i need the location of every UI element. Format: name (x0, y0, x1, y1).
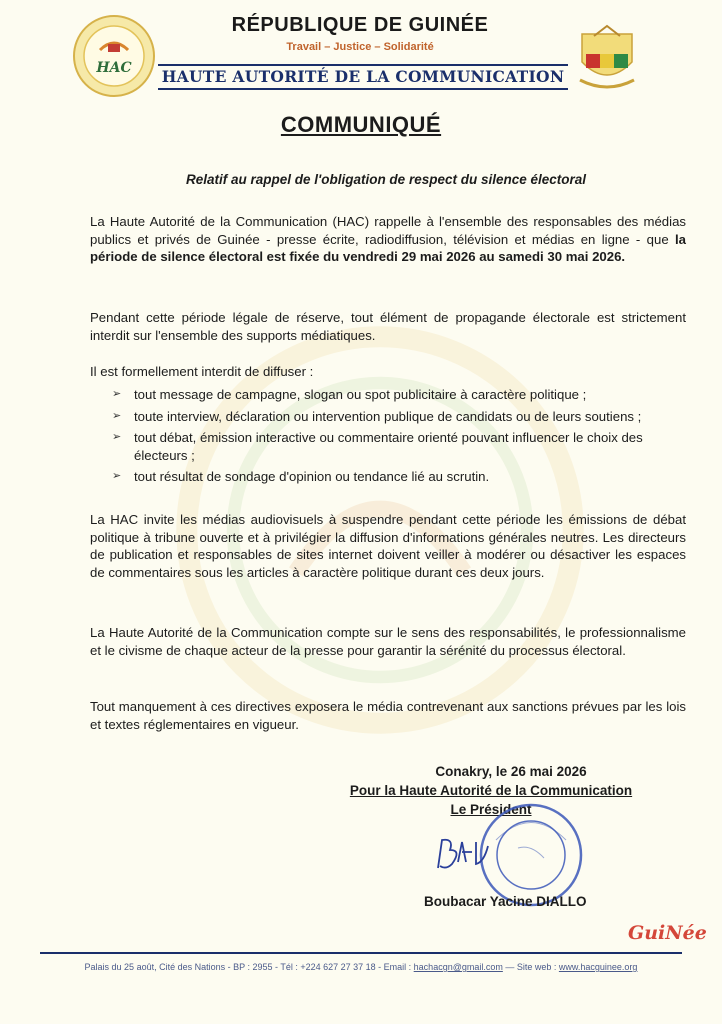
footer-phone: - BP : 2955 - Tél : +224 627 27 37 18 - Email : (227, 962, 414, 972)
list-item-text: tout résultat de sondage d'opinion ou tendance lié au scrutin. (134, 469, 490, 484)
motto-separator: – (371, 41, 384, 53)
intro-text: La Haute Autorité de la Communication (HAC) rappelle à l'ensemble des responsables des médias publics et privés de Guinée - presse écrite, radiodiffusion, télévision et médias en ligne - que (90, 214, 686, 247)
hac-seal-icon (72, 14, 156, 98)
guinee-brand-logo: GuiNée (628, 922, 707, 944)
signature-role: Le Président (450, 802, 532, 817)
authority-banner: HAUTE AUTORITÉ DE LA COMMUNICATION (158, 64, 568, 90)
signature-organization: Pour la Haute Autorité de la Communication (349, 783, 633, 798)
arrow-bullet-icon: ➢ (112, 431, 122, 443)
footer-site-label: — Site web : (502, 962, 559, 972)
silence-period-text: la période de silence électoral est fixée du vendredi 29 mai 2026 au samedi 30 mai 2026. (90, 231, 686, 264)
motto-work: Travail (286, 41, 322, 53)
national-motto (150, 41, 570, 53)
list-item-text: toute interview, déclaration ou intervention publique de candidats ou de leurs soutiens ; (134, 408, 642, 424)
arrow-bullet-icon: ➢ (112, 409, 122, 422)
paragraph-reserve: Pendant cette période légale de réserve, tout élément de propagande électorale est strictement interdit sur l'ensemble des supports médiatiques. (90, 310, 686, 343)
paragraph-responsibility: La Haute Autorité de la Communication compte sur le sens des responsabilités, le professionnalisme et le civisme de chaque acteur de la presse pour garantir la sérénité du processus électoral. (90, 625, 686, 658)
paragraph-sanctions: Tout manquement à ces directives exposera le média contrevenant aux sanctions prévues par les lois et textes réglementaires en vigueur. (90, 699, 686, 732)
prohibition-list (108, 386, 688, 490)
arrow-bullet-icon: ➢ (112, 388, 122, 400)
paragraph-media-invitation: La HAC invite les médias audiovisuels à suspendre pendant cette période les émissions de débat politique à tribune ouverte et à privilégier la diffusion d'informations générales neutres. Les directeurs de publication et responsables de sites internet doivent veiller à modérer ou désactiver les espaces de commentaires sous les articles à caractère politique durant ces deux jours. (90, 512, 686, 580)
handwritten-signature-icon (432, 832, 492, 876)
arrow-bullet-icon: ➢ (112, 470, 122, 482)
list-item (108, 386, 688, 404)
motto-solidarity: Solidarité (383, 41, 434, 53)
motto-separator: – (321, 41, 334, 53)
document-title: COMMUNIQUÉ (280, 112, 442, 137)
signature-date-place: Conakry, le 26 mai 2026 (435, 764, 587, 779)
footer-divider (40, 952, 682, 954)
footer-email-link[interactable]: hachacgn@gmail.com (413, 962, 503, 972)
guinea-coat-of-arms-icon (572, 20, 642, 92)
paragraph-prohibition: Il est formellement interdit de diffuser : (90, 364, 314, 379)
footer-contact (40, 962, 682, 972)
list-item-text: tout débat, émission interactive ou commentaire orienté pouvant influencer le choix des électeurs ; (134, 430, 643, 463)
footer-address: Palais du 25 août, Cité des Nations (84, 962, 226, 972)
footer-website-link[interactable]: www.hacguinee.org (558, 962, 638, 972)
list-item (108, 429, 688, 464)
list-item-text: tout message de campagne, slogan ou spot publicitaire à caractère politique ; (134, 387, 587, 402)
list-item (108, 468, 688, 486)
paragraph-intro (90, 213, 686, 266)
hac-logo-text: HAC (96, 60, 132, 76)
republic-title: RÉPUBLIQUE DE GUINÉE (231, 14, 489, 36)
signatory-name: Boubacar Yacine DIALLO (424, 894, 587, 909)
list-item (108, 408, 688, 426)
document-subtitle: Relatif au rappel de l'obligation de respect du silence électoral (185, 172, 587, 187)
motto-justice: Justice (333, 41, 372, 53)
